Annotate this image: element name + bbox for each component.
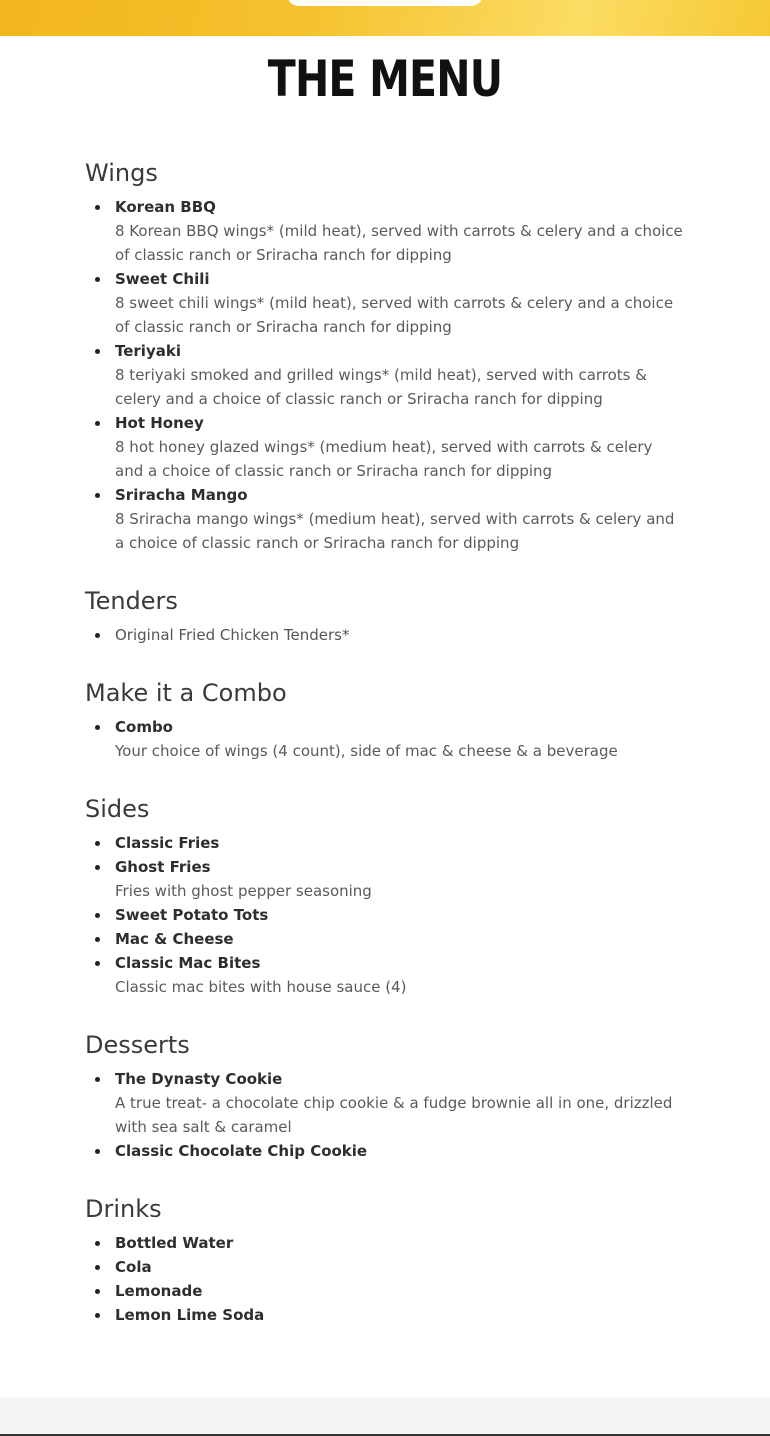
item-description: Classic mac bites with house sauce (4) — [115, 978, 407, 996]
item-description: 8 Sriracha mango wings* (medium heat), served with carrots & celery and a choice of classic ranch or Sriracha ranch for dipping — [115, 510, 675, 552]
menu-item — [115, 411, 685, 483]
item-name: Teriyaki — [115, 342, 181, 360]
menu — [85, 155, 685, 1355]
menu-item — [115, 1279, 685, 1303]
item-name: Korean BBQ — [115, 198, 216, 216]
section-sides — [85, 791, 685, 999]
item-name: Classic Fries — [115, 834, 220, 852]
item-list — [115, 715, 685, 763]
item-name: Cola — [115, 1258, 152, 1276]
item-list — [115, 1231, 685, 1327]
item-description: 8 hot honey glazed wings* (medium heat), served with carrots & celery and a choice of classic ranch or Sriracha ranch for dipping — [115, 438, 653, 480]
menu-item — [115, 1231, 685, 1255]
item-name: Combo — [115, 718, 173, 736]
menu-item — [115, 623, 685, 647]
menu-item — [115, 715, 685, 763]
menu-item — [115, 195, 685, 267]
menu-item — [115, 267, 685, 339]
item-name: Classic Mac Bites — [115, 954, 261, 972]
item-name: Bottled Water — [115, 1234, 234, 1252]
item-list — [115, 623, 685, 647]
section-heading: Wings — [85, 159, 158, 187]
footer — [0, 1397, 770, 1436]
menu-item — [115, 903, 685, 927]
menu-item — [115, 1139, 685, 1163]
section-combo — [85, 675, 685, 763]
item-description: Your choice of wings (4 count), side of mac & cheese & a beverage — [115, 742, 618, 760]
menu-item — [115, 1067, 685, 1139]
section-heading: Desserts — [85, 1031, 190, 1059]
menu-item — [115, 855, 685, 903]
menu-item — [115, 831, 685, 855]
item-name: Ghost Fries — [115, 858, 211, 876]
menu-item — [115, 927, 685, 951]
menu-item — [115, 339, 685, 411]
section-wings — [85, 155, 685, 555]
item-description: Fries with ghost pepper seasoning — [115, 882, 372, 900]
section-tenders — [85, 583, 685, 647]
item-list — [115, 195, 685, 555]
header-banner — [0, 0, 770, 36]
item-description: 8 sweet chili wings* (mild heat), served with carrots & celery and a choice of classic ranch or Sriracha ranch for dipping — [115, 294, 674, 336]
item-name: Sweet Chili — [115, 270, 210, 288]
menu-item — [115, 951, 685, 999]
item-list — [115, 831, 685, 999]
item-description: 8 Korean BBQ wings* (mild heat), served with carrots & celery and a choice of classic ranch or Sriracha ranch for dipping — [115, 222, 683, 264]
page-title: THE MENU — [267, 50, 503, 108]
item-name: Lemon Lime Soda — [115, 1306, 265, 1324]
item-description: 8 teriyaki smoked and grilled wings* (mild heat), served with carrots & celery and a choice of classic ranch or Sriracha ranch for dipping — [115, 366, 647, 408]
section-heading: Drinks — [85, 1195, 162, 1223]
item-name: Sriracha Mango — [115, 486, 248, 504]
item-list — [115, 1067, 685, 1163]
section-heading: Sides — [85, 795, 150, 823]
menu-item — [115, 1303, 685, 1327]
item-name: Hot Honey — [115, 414, 204, 432]
section-drinks — [85, 1191, 685, 1327]
item-name: Sweet Potato Tots — [115, 906, 269, 924]
section-heading: Tenders — [85, 587, 178, 615]
item-name: Mac & Cheese — [115, 930, 234, 948]
item-name: Classic Chocolate Chip Cookie — [115, 1142, 368, 1160]
item-name: The Dynasty Cookie — [115, 1070, 283, 1088]
item-description: A true treat- a chocolate chip cookie & a fudge brownie all in one, drizzled with sea salt & caramel — [115, 1094, 673, 1136]
section-desserts — [85, 1027, 685, 1163]
menu-item — [115, 1255, 685, 1279]
section-heading: Make it a Combo — [85, 679, 287, 707]
item-name: Lemonade — [115, 1282, 203, 1300]
menu-item — [115, 483, 685, 555]
header-button[interactable] — [287, 0, 483, 6]
item-name: Original Fried Chicken Tenders* — [115, 626, 350, 644]
